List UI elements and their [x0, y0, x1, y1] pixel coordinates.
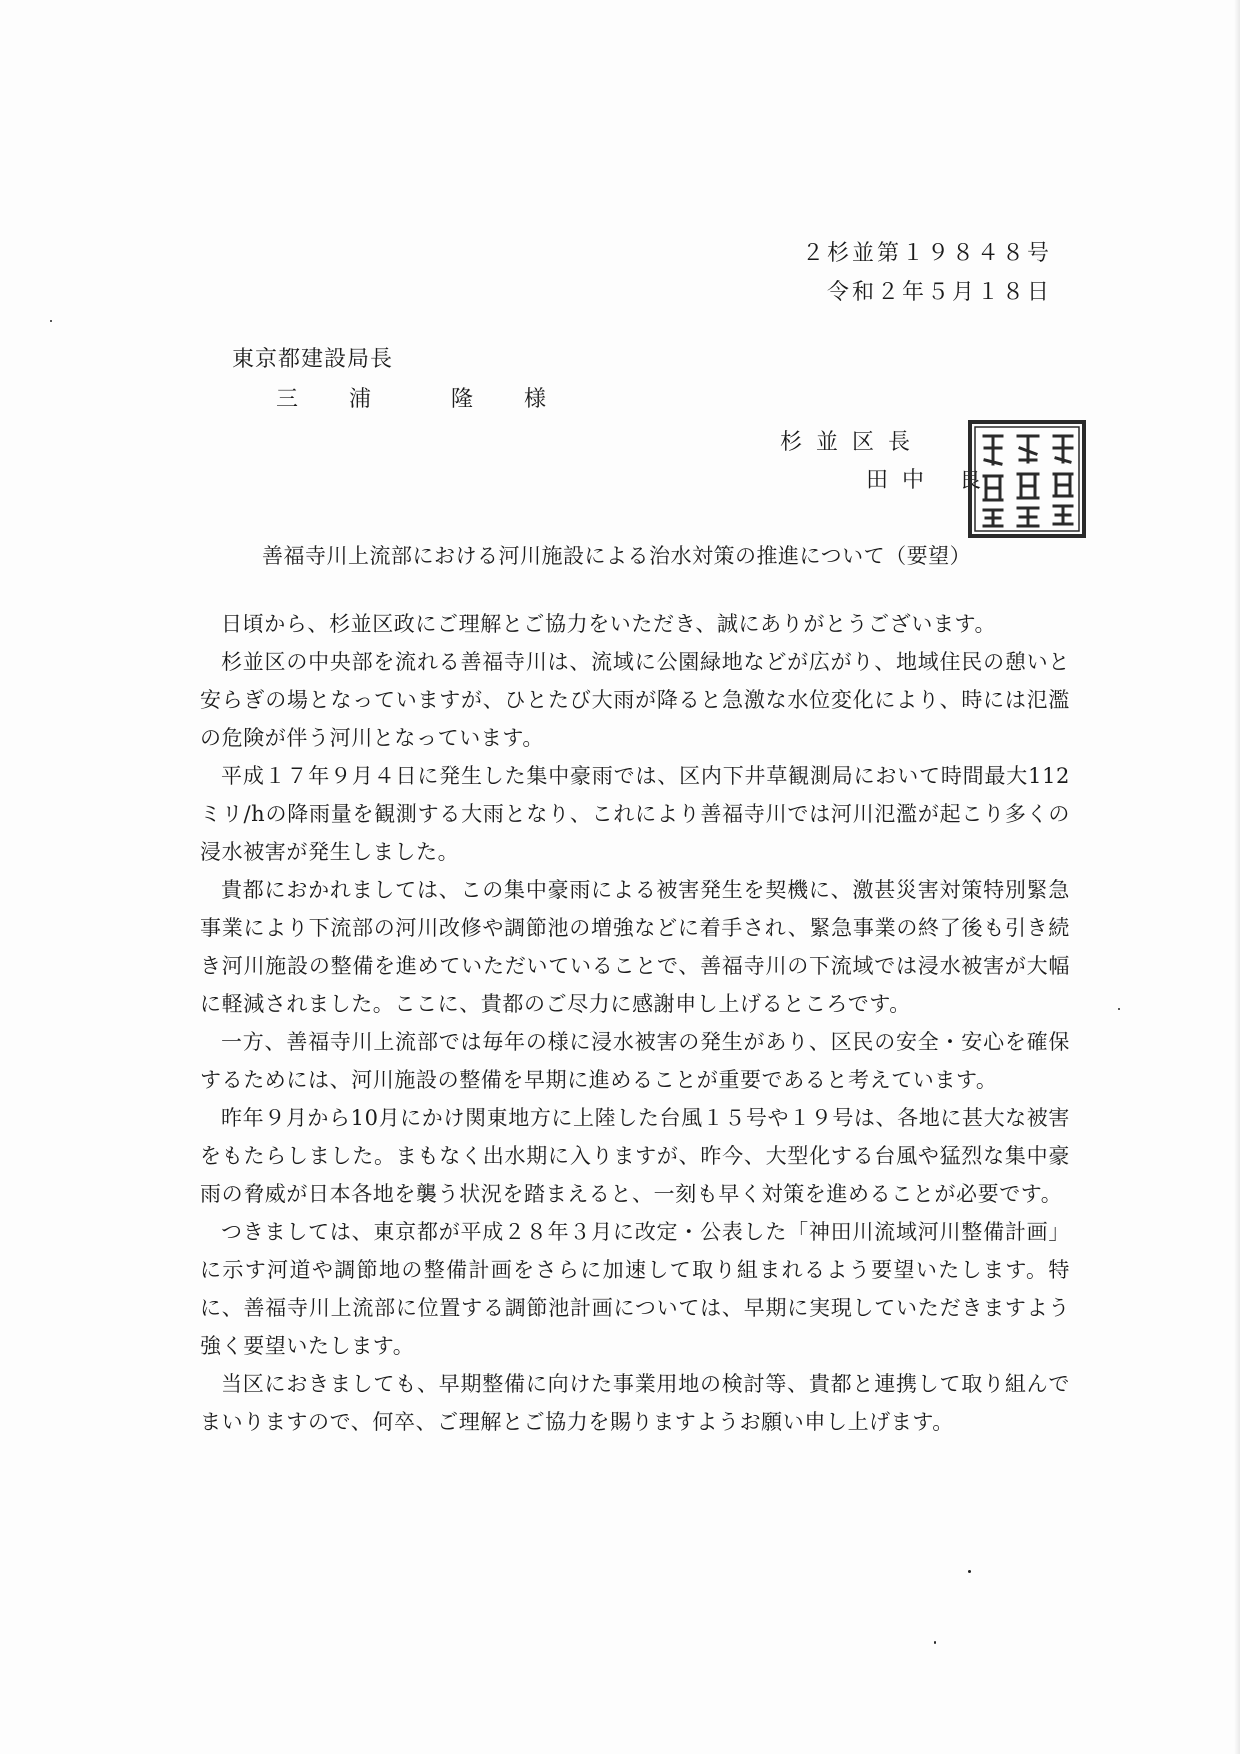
- scan-speck: [968, 1570, 971, 1573]
- paragraph-closing: 当区におきましても、早期整備に向けた事業用地の検討等、貴都と連携して取り組んでまいりますので、何卒、ご理解とご協力を賜りますようお願い申し上げます。: [200, 1372, 1070, 1434]
- page-edge-shadow: [1234, 0, 1240, 1754]
- scan-speck: [50, 320, 52, 322]
- sender-title: 杉並区長: [780, 430, 925, 455]
- addressee-name: 三 浦 隆 様: [276, 387, 568, 412]
- paragraph-typhoons: 昨年９月から10月にかけ関東地方に上陸した台風１５号や１９号は、各地に甚大な被害をもたらしました。まもなく出水期に入りますが、昨今、大型化する台風や猛烈な集中豪雨の脅威が日本各地を襲う状況を踏まえると、一刻も早く対策を進めることが必要です。: [200, 1106, 1070, 1206]
- scan-speck: [934, 1641, 936, 1644]
- letter-subject: 善福寺川上流部における河川施設による治水対策の推進について（要望）: [262, 544, 972, 568]
- paragraph-2005-flood: 平成１７年９月４日に発生した集中豪雨では、区内下井草観測局において時間最大112ミリ/hの降雨量を観測する大雨となり、これにより善福寺川では河川氾濫が起こり多くの浸水被害が発生しました。: [200, 764, 1070, 864]
- paragraph-greeting: 日頃から、杉並区政にご理解とご協力をいただき、誠にありがとうございます。: [221, 612, 997, 636]
- sender-name: 田中 良: [866, 468, 995, 493]
- paragraph-upstream-issue: 一方、善福寺川上流部では毎年の様に浸水被害の発生があり、区民の安全・安心を確保するためには、河川施設の整備を早期に進めることが重要であると考えています。: [200, 1030, 1070, 1092]
- letter-body: [200, 605, 1070, 1441]
- addressee-organization: 東京都建設局長: [232, 347, 394, 372]
- paragraph-request: つきましては、東京都が平成２８年３月に改定・公表した「神田川流域河川整備計画」に示す河道や調節地の整備計画をさらに加速して取り組まれるよう要望いたします。特に、善福寺川上流部に位置する調節池計画については、早期に実現していただきますよう強く要望いたします。: [200, 1220, 1070, 1358]
- paragraph-river-overview: 杉並区の中央部を流れる善福寺川は、流域に公園緑地などが広がり、地域住民の憩いと安らぎの場となっていますが、ひとたび大雨が降ると急激な水位変化により、時には氾濫の危険が伴う河川となっています。: [200, 650, 1070, 750]
- document-date: 令和２年５月１８日: [826, 280, 1052, 305]
- official-seal-stamp: [966, 418, 1088, 540]
- scan-speck: [1118, 1008, 1120, 1010]
- document-number: ２杉並第１９８４８号: [801, 241, 1052, 266]
- paragraph-downstream-works: 貴都におかれましては、この集中豪雨による被害発生を契機に、激甚災害対策特別緊急事業により下流部の河川改修や調節池の増強などに着手され、緊急事業の終了後も引き続き河川施設の整備を進めていただいていることで、善福寺川の下流域では浸水被害が大幅に軽減されました。ここに、貴都のご尽力に感謝申し上げるところです。: [200, 878, 1070, 1016]
- seal-glyph-strokes: [984, 436, 1072, 526]
